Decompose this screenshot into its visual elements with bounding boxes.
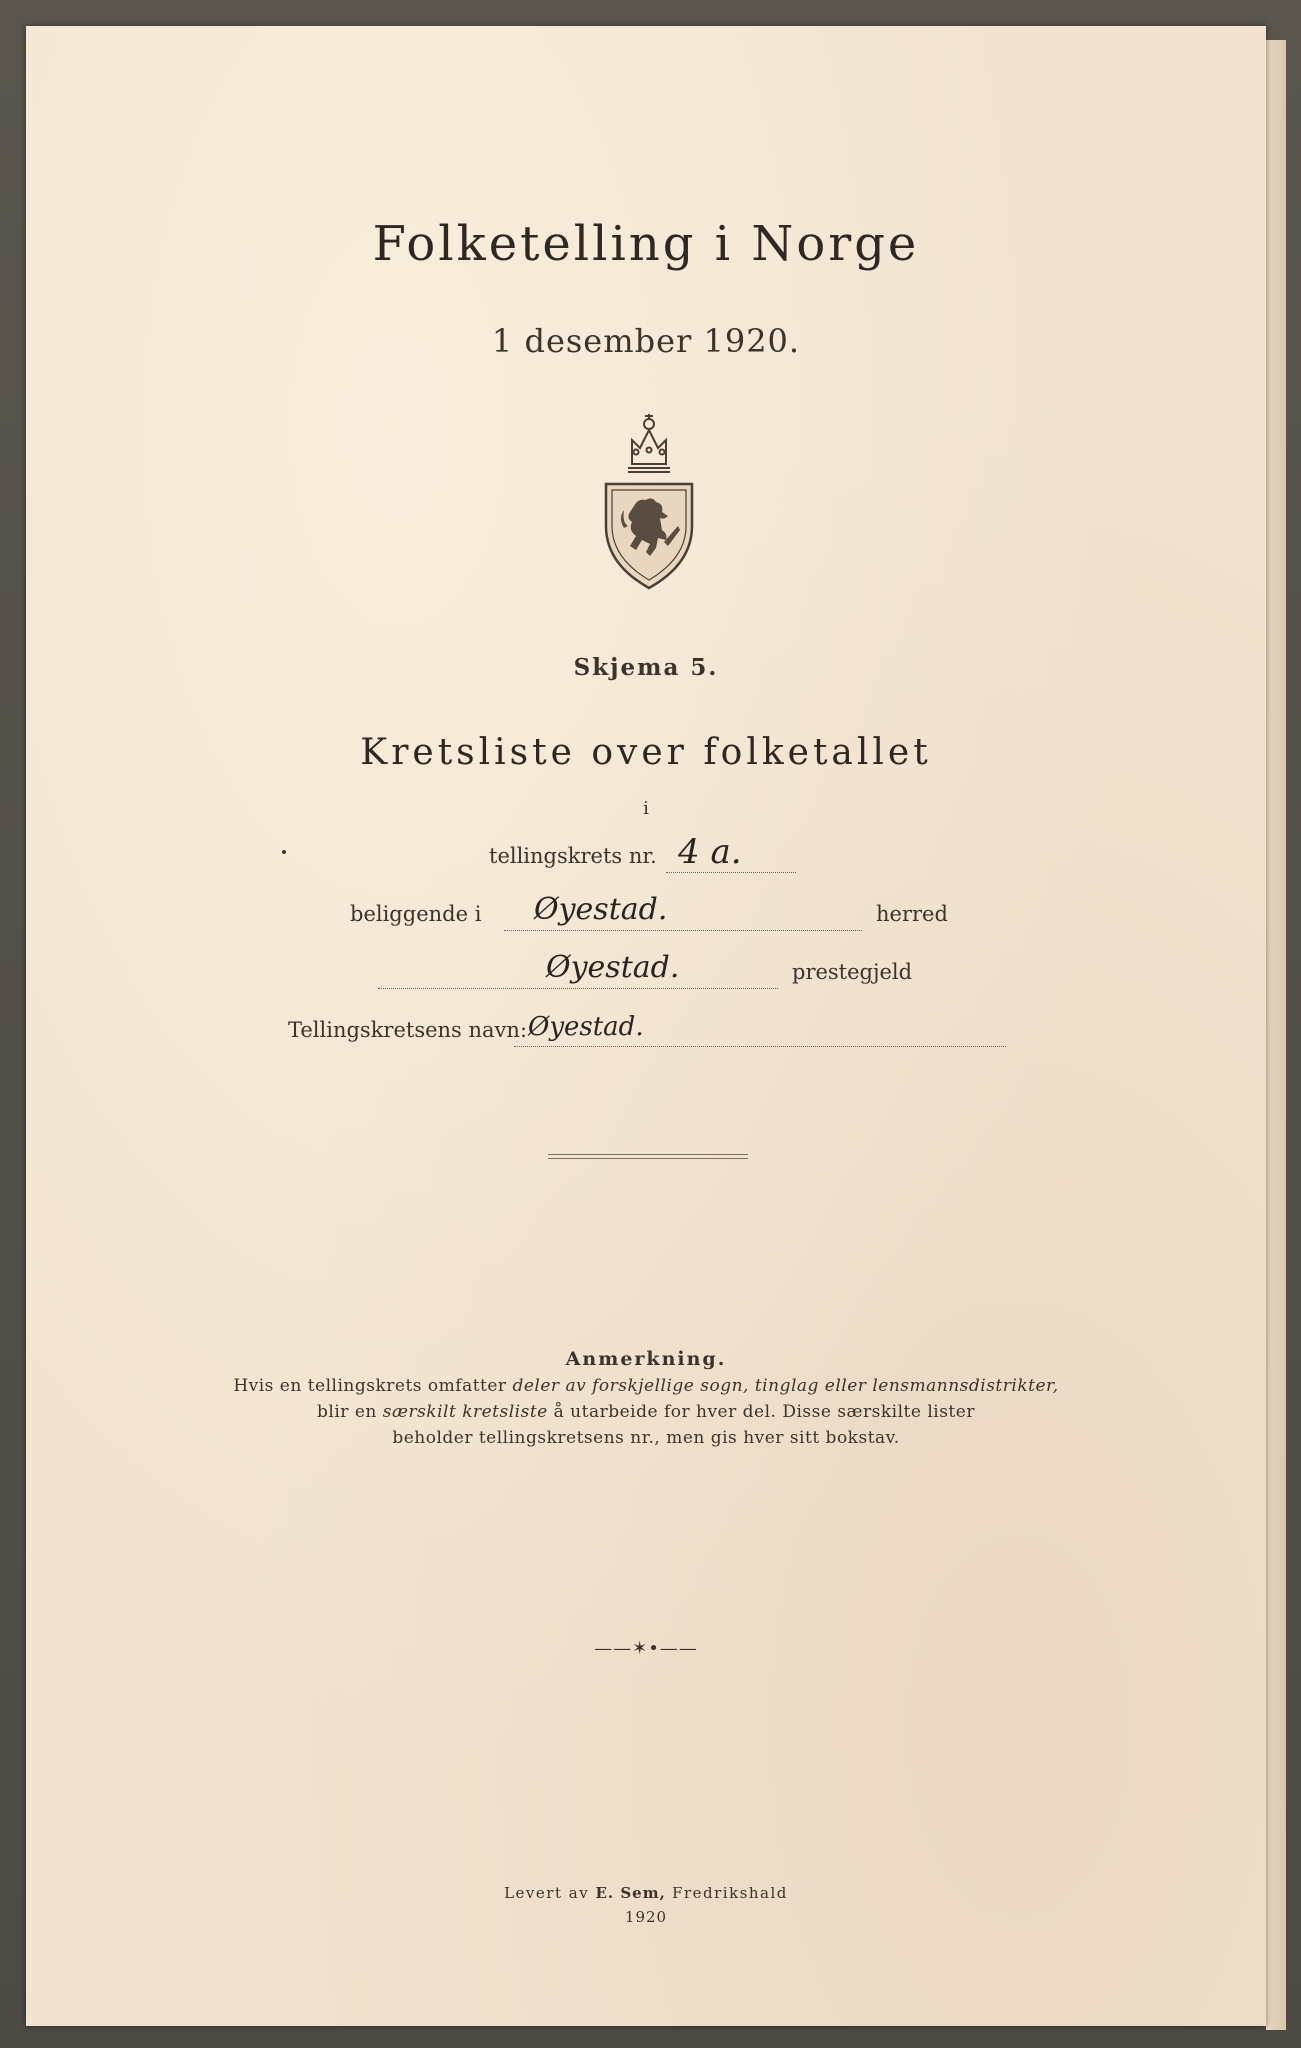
printer-credit xyxy=(26,1884,1266,1902)
note-line-1 xyxy=(26,1376,1266,1396)
beliggende-label: beliggende i xyxy=(350,902,482,926)
prestegjeld-label: prestegjeld xyxy=(792,960,913,984)
note-title: Anmerkning. xyxy=(565,1348,727,1370)
note-line-3: beholder tellingskretsens nr., men gis hver sitt bokstav. xyxy=(392,1428,900,1448)
tellingskrets-line xyxy=(666,872,796,873)
form-heading: Kretsliste over folketallet xyxy=(360,732,932,773)
herred-value: Øyestad. xyxy=(534,892,668,927)
ink-dot xyxy=(282,850,286,854)
prestegjeld-value: Øyestad. xyxy=(546,950,680,985)
note-line-1-italic: deler av forskjellige sogn, tinglag eller lensmannsdistrikter, xyxy=(512,1376,1059,1396)
census-date: 1 desember 1920. xyxy=(491,322,801,360)
kretsnavn-label: Tellingskretsens navn: xyxy=(288,1018,528,1042)
form-number: Skjema 5. xyxy=(573,654,719,681)
tellingskrets-value: 4 a. xyxy=(678,832,742,872)
prestegjeld-line xyxy=(378,988,778,989)
document-title: Folketelling i Norge xyxy=(372,216,920,272)
printer-prefix: Levert av xyxy=(504,1884,596,1902)
section-divider xyxy=(548,1154,748,1159)
connector-text: i xyxy=(643,798,649,819)
tellingskrets-label: tellingskrets nr. xyxy=(489,844,657,868)
ornament-divider: ——✶•—— xyxy=(594,1638,698,1659)
printer-name: E. Sem, xyxy=(595,1884,666,1902)
kretsnavn-line xyxy=(514,1046,1006,1047)
coat-of-arms-icon xyxy=(594,406,704,596)
note-line-2-plain-a: blir en xyxy=(317,1402,383,1422)
note-line-2 xyxy=(26,1402,1266,1422)
note-line-1-plain: Hvis en tellingskrets omfatter xyxy=(233,1376,513,1396)
herred-label: herred xyxy=(876,902,948,926)
page-edge xyxy=(1266,40,1286,2030)
kretsnavn-value: Øyestad. xyxy=(528,1012,644,1042)
note-line-2-italic: særskilt kretsliste xyxy=(382,1402,548,1422)
note-line-2-plain-b: å utarbeide for hver del. Disse særskilte lister xyxy=(547,1402,975,1422)
herred-line xyxy=(504,930,862,931)
printer-year: 1920 xyxy=(624,1908,668,1926)
printer-place: Fredrikshald xyxy=(665,1884,788,1902)
census-form-page xyxy=(26,26,1266,2026)
